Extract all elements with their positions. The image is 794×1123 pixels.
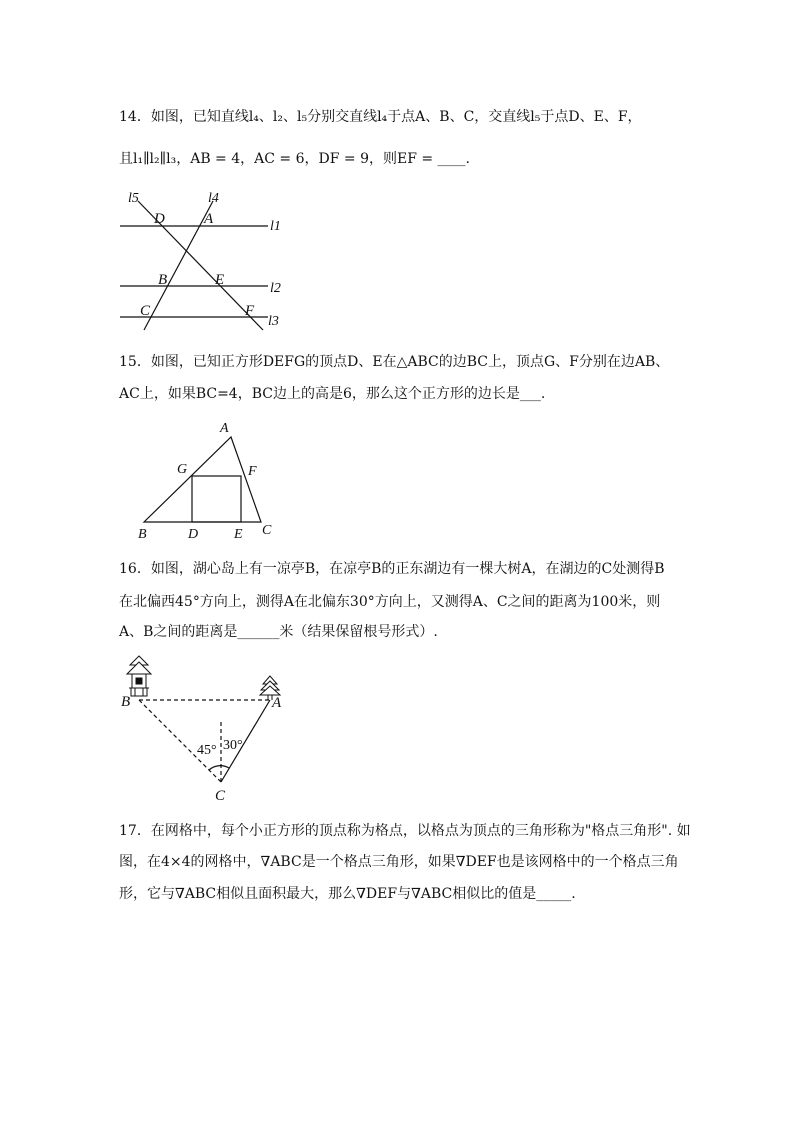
pavilion-icon xyxy=(127,656,151,696)
q14-figure xyxy=(110,185,300,335)
label-l4: l4 xyxy=(208,191,219,206)
q14-text-line1: 14．如图，已知直线l₄、l₂、l₅分别交直线l₄于点A、B、C，交直线l₅于点D、E、F， xyxy=(119,109,642,125)
label-D: D xyxy=(188,527,199,542)
q17-text-line3: 形，它与∇ABC相似且面积最大，那么∇DEF与∇ABC相似比的值是_____. xyxy=(119,886,576,902)
q15-figure xyxy=(130,415,290,545)
q14-text-line2: 且l₁∥l₂∥l₃，AB = 4，AC = 6，DF = 9，则EF = ____. xyxy=(119,151,470,167)
q15-text-line2: AC上，如果BC=4，BC边上的高是6，那么这个正方形的边长是___. xyxy=(119,386,546,402)
label-C: C xyxy=(215,788,226,804)
angle-45-label: 45° xyxy=(197,743,217,758)
label-C: C xyxy=(262,523,272,538)
label-l1: l1 xyxy=(270,219,281,234)
label-C: C xyxy=(140,303,151,319)
angle-30-label: 30° xyxy=(223,738,243,753)
label-E: E xyxy=(215,272,225,288)
angle-arc xyxy=(209,766,229,770)
label-F: F xyxy=(245,303,255,319)
label-G: G xyxy=(177,462,188,477)
triangle-ABC xyxy=(144,437,261,522)
segment-BC xyxy=(139,700,221,782)
label-F: F xyxy=(248,464,257,479)
label-A: A xyxy=(204,211,214,227)
square-DEFG xyxy=(192,476,241,522)
label-A: A xyxy=(220,421,229,436)
q16-text-line2: 在北偏西45°方向上，测得A在北偏东30°方向上，又测得A、C之间的距离为100米，则 xyxy=(119,594,661,610)
label-D: D xyxy=(154,211,165,227)
label-B: B xyxy=(121,694,131,710)
q16-text-line1: 16．如图，湖心岛上有一凉亭B，在凉亭B的正东湖边有一棵大树A，在湖边的C处测得B xyxy=(119,561,665,577)
label-A: A xyxy=(272,695,282,711)
label-B: B xyxy=(138,527,147,542)
label-B: B xyxy=(158,272,168,288)
q16-figure xyxy=(115,650,295,805)
label-E: E xyxy=(234,527,243,542)
q15-text-line1: 15．如图，已知正方形DEFG的顶点D、E在△ABC的边BC上，顶点G、F分别在边AB、 xyxy=(119,354,670,370)
label-l5: l5 xyxy=(128,191,139,206)
q16-text-line3: A、B之间的距离是______米（结果保留根号形式）. xyxy=(119,624,438,640)
q17-text-line1: 17．在网格中，每个小正方形的顶点称为格点，以格点为顶点的三角形称为"格点三角形". 如 xyxy=(119,823,691,839)
label-l2: l2 xyxy=(270,281,281,296)
label-l3: l3 xyxy=(268,314,279,329)
q17-text-line2: 图，在4×4的网格中，∇ABC是一个格点三角形，如果∇DEF也是该网格中的一个格点三角 xyxy=(119,854,679,870)
